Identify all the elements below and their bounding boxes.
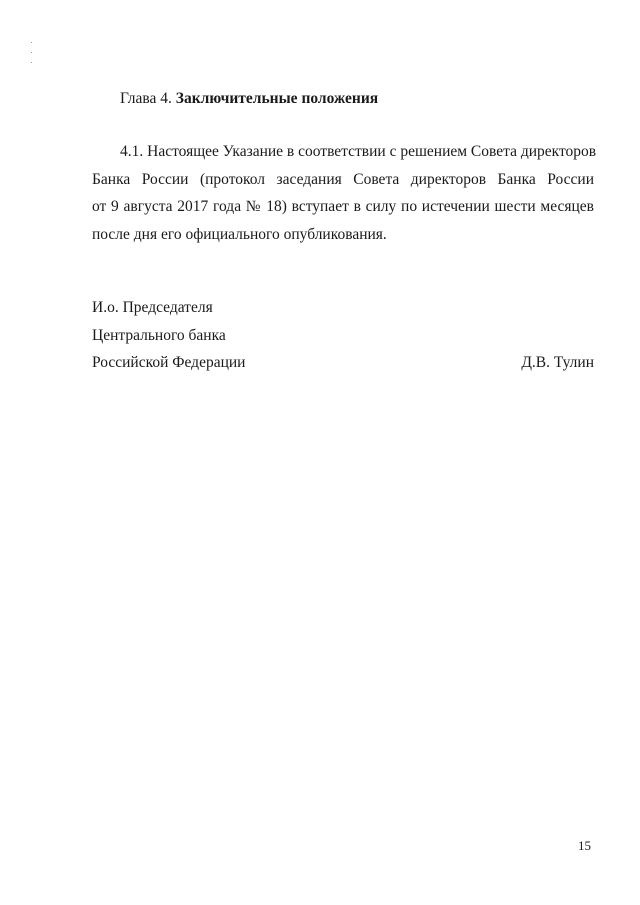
- signatory-position-line: И.о. Председателя: [92, 299, 213, 316]
- paragraph-line: после дня его официального опубликования.: [92, 225, 387, 243]
- margin-marks: [31, 42, 34, 72]
- signatory-name: Д.В. Тулин: [521, 354, 594, 371]
- paragraph-line: 4.1. Настоящее Указание в соответствии с решением Совета директоров: [120, 143, 597, 160]
- paragraph-4-1: [92, 138, 597, 248]
- signatory-position-line: Российской Федерации: [92, 354, 246, 371]
- paragraph-line: от 9 августа 2017 года № 18) вступает в силу по истечении шести месяцев: [92, 198, 594, 215]
- chapter-heading: [120, 89, 378, 109]
- signature-block: [92, 294, 594, 377]
- chapter-label: Глава 4.: [120, 90, 172, 107]
- signatory-position-line: Центрального банка: [92, 326, 226, 344]
- page-number: 15: [578, 838, 591, 853]
- chapter-title: Заключительные положения: [175, 90, 379, 107]
- signature-row: [92, 349, 594, 377]
- paragraph-line: Банка России (протокол заседания Совета директоров Банка России: [92, 170, 594, 188]
